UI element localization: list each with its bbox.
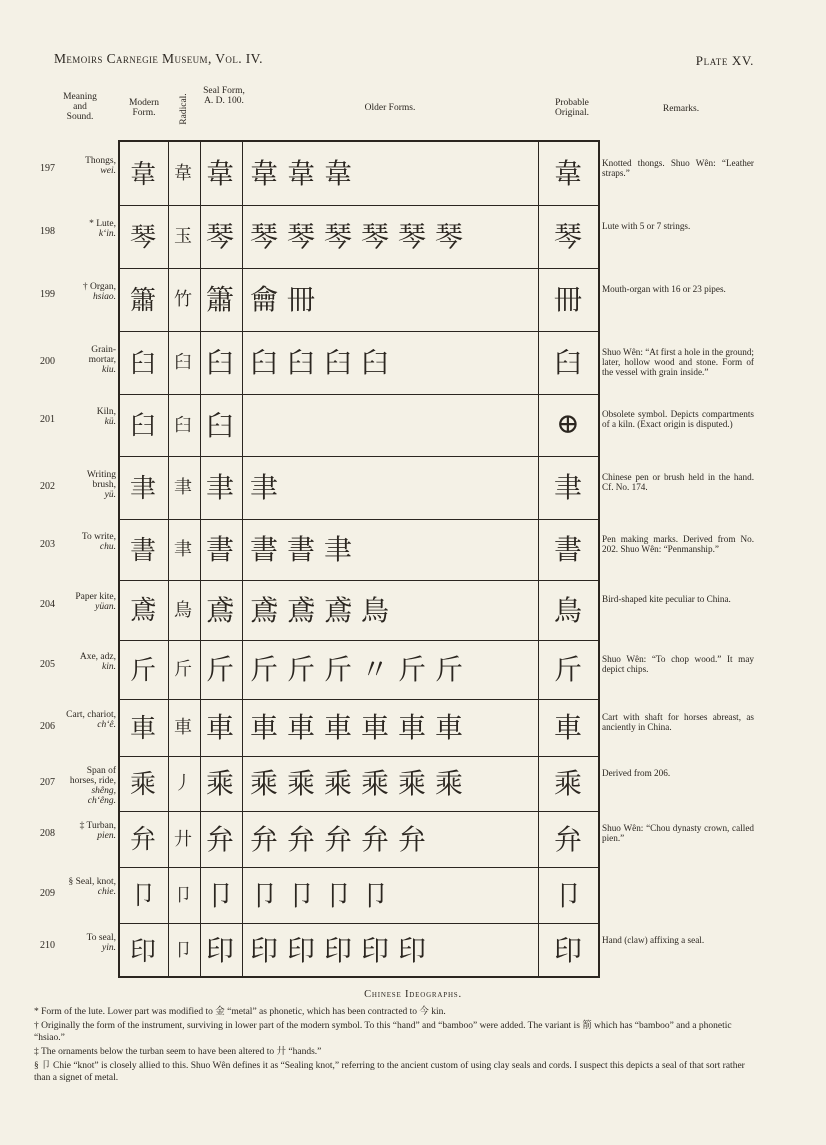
row-sound: kin. [102, 661, 116, 672]
col-seal-header: Seal Form, A. D. 100. [203, 86, 245, 106]
modern-form: 鳶 [129, 596, 156, 625]
row-label [40, 219, 116, 239]
modern-form: 乘 [129, 769, 156, 799]
modern-form: 斤 [129, 655, 156, 685]
seal-form: 車 [205, 713, 234, 744]
probable-original: 鳥 [553, 595, 582, 627]
row-label [40, 766, 116, 806]
row-number: 205 [40, 658, 55, 670]
row-sound: chie. [97, 887, 116, 897]
older-forms: 弁弁弁弁弁 [250, 824, 436, 856]
row-label [40, 345, 116, 375]
older-forms: 斤斤斤〃斤斤 [250, 655, 473, 686]
modern-form: 車 [129, 713, 156, 743]
probable-original: 臼 [553, 348, 582, 379]
seal-form: 斤 [205, 655, 234, 686]
row-number: 198 [40, 225, 55, 237]
row-sound: hsiao. [93, 291, 116, 302]
row-number: 201 [40, 414, 55, 425]
radical-form: 鳥 [174, 599, 192, 620]
plate-caption: Chinese Ideographs. [364, 989, 462, 1000]
older-forms: 乘乘乘乘乘乘 [250, 769, 473, 800]
older-forms: 聿 [250, 473, 288, 504]
footnote-turban: ‡ The ornaments below the turban seem to have been altered to 廾 “hands.” [34, 1047, 322, 1057]
row-remarks: Mouth-organ with 16 or 23 pipes. [602, 283, 726, 294]
col-modern-header: Modern Form. [128, 98, 160, 118]
row-number: 209 [40, 888, 55, 899]
row-number: 206 [40, 720, 55, 732]
seal-form: 臼 [205, 348, 234, 379]
probable-original: 弁 [553, 824, 582, 856]
row-number: 202 [40, 480, 55, 492]
footnote-seal: § 卩 Chie “knot” is closely allied to this. Shuo Wên defines it as “Sealing knot,” referring to the ancient custom of using clay seals and cords. I suspect this depicts a seal of that sort rather than a signet of metal. [34, 1061, 745, 1083]
row-number: 203 [40, 538, 55, 550]
row-label [40, 156, 116, 176]
row-number: 200 [40, 355, 55, 367]
seal-form: 琴 [205, 222, 234, 253]
radical-form: 竹 [174, 289, 192, 309]
row-remarks: Pen making marks. Derived from No. 202. Shuo Wên: “Penmanship.” [602, 533, 754, 554]
row-meaning: * Lute, [89, 218, 116, 229]
row-number: 204 [40, 599, 55, 610]
modern-form: 臼 [129, 411, 156, 440]
radical-form: 臼 [174, 352, 192, 372]
row-sound: yüan. [95, 602, 116, 612]
row-sound: yin. [102, 942, 116, 953]
older-forms: 龠冊 [250, 285, 325, 316]
row-meaning: § Seal, knot, [68, 877, 116, 887]
older-forms: 韋韋韋 [250, 159, 362, 190]
probable-original: 印 [553, 936, 582, 967]
row-remarks: Knotted thongs. Shuo Wên: “Leather straps.” [602, 157, 754, 178]
radical-form: 臼 [174, 414, 192, 435]
row-label [40, 933, 116, 953]
seal-form: 印 [205, 936, 234, 967]
probable-original: 韋 [553, 159, 582, 190]
older-forms: 書書聿 [250, 535, 362, 566]
probable-original: 書 [553, 535, 582, 566]
row-remarks: Shuo Wên: “Chou dynasty crown, called pien.” [602, 823, 754, 843]
probable-original: 琴 [553, 222, 582, 253]
older-forms [242, 394, 544, 453]
radical-form: 斤 [174, 659, 192, 679]
row-number: 207 [40, 776, 55, 788]
radical-form: 聿 [174, 477, 192, 497]
modern-form: 卩 [129, 881, 156, 910]
seal-form: 簫 [205, 285, 234, 316]
row-meaning: Axe, adz, [79, 651, 116, 662]
row-label [40, 821, 116, 841]
row-label [40, 282, 116, 302]
seal-form: 聿 [205, 473, 234, 504]
row-remarks: Shuo Wên: “To chop wood.” It may depict chips. [602, 653, 754, 674]
older-forms: 車車車車車車 [250, 713, 473, 744]
header-title: Memoirs Carnegie Museum, Vol. IV. [54, 51, 263, 66]
row-sound: yü. [104, 489, 116, 500]
row-label [40, 470, 116, 500]
row-remarks: Cart with shaft for horses abreast, as anciently in China. [602, 711, 754, 732]
col-radical-header: Radical. [179, 93, 189, 125]
row-label [40, 652, 116, 672]
older-forms: 卩卩卩卩 [250, 880, 399, 912]
older-forms: 琴琴琴琴琴琴 [250, 222, 473, 253]
seal-form: 臼 [205, 410, 234, 442]
modern-form: 印 [129, 936, 156, 966]
row-remarks: Bird-shaped kite peculiar to China. [602, 594, 731, 604]
modern-form: 聿 [129, 473, 156, 503]
row-remarks: Lute with 5 or 7 strings. [602, 220, 691, 231]
row-meaning: Kiln, [96, 407, 116, 417]
probable-original: 斤 [553, 655, 582, 686]
row-meaning: Cart, chariot, [66, 709, 116, 720]
row-meaning: Paper kite, [75, 592, 116, 602]
older-forms: 臼臼臼臼 [250, 348, 399, 379]
radical-form: 車 [174, 717, 192, 737]
col-original-header: Probable Original. [554, 98, 590, 118]
col-older-header: Older Forms. [364, 103, 416, 113]
col-meaning-header: Meaning and Sound. [63, 92, 97, 122]
row-sound: ch‘ê. [97, 719, 116, 730]
row-sound: kü. [104, 417, 116, 427]
radical-form: 玉 [174, 226, 192, 246]
row-remarks: Obsolete symbol. Depicts compartments of a kiln. (Exact origin is disputed.) [602, 409, 754, 429]
seal-form: 乘 [205, 769, 234, 800]
modern-form: 書 [129, 535, 156, 565]
row-meaning: To seal, [86, 932, 116, 943]
probable-original: 冊 [553, 285, 582, 316]
row-label [40, 407, 116, 427]
older-forms: 印印印印印 [250, 936, 436, 967]
row-remarks: Derived from 206. [602, 767, 671, 778]
row-number: 199 [40, 288, 55, 300]
footnote-organ: † Originally the form of the instrument, surviving in lower part of the modern symbol. To this “hand” and “bamboo” were added. The variant is 箾 which has “bamboo” and a phonetic “hsiao.” [34, 1021, 732, 1043]
probable-original: 車 [553, 713, 582, 744]
seal-form: 書 [205, 535, 234, 566]
row-label [40, 877, 116, 897]
row-number: 197 [40, 162, 55, 174]
probable-original: 乘 [553, 769, 582, 800]
row-number: 210 [40, 939, 55, 951]
radical-form: 廾 [174, 828, 192, 849]
row-meaning: Writing brush, [86, 469, 116, 490]
plate-number: Plate XV. [695, 53, 754, 68]
radical-form: 聿 [174, 539, 192, 559]
seal-form: 韋 [205, 159, 234, 190]
seal-form: 卩 [205, 880, 234, 912]
modern-form: 簫 [129, 285, 156, 315]
row-sound: k‘in. [98, 228, 116, 239]
row-sound: wei. [100, 165, 116, 176]
modern-form: 韋 [129, 159, 156, 189]
probable-original: ⊕ [556, 408, 580, 440]
col-remarks-header: Remarks. [662, 104, 700, 114]
row-label [40, 532, 116, 552]
row-meaning: Grain-mortar, [88, 344, 116, 365]
modern-form: 琴 [129, 222, 156, 252]
modern-form: 弁 [129, 825, 156, 854]
seal-form: 弁 [205, 824, 234, 856]
seal-form: 鳶 [205, 595, 234, 627]
row-remarks: Chinese pen or brush held in the hand. Cf. No. 174. [602, 471, 754, 492]
radical-form: 丿 [174, 773, 192, 793]
row-meaning: To write, [81, 531, 116, 542]
row-meaning: Thongs, [85, 155, 116, 166]
footnote-lute: * Form of the lute. Lower part was modified to 金 “metal” as phonetic, which has been contracted to 今 kin. [34, 1007, 446, 1017]
probable-original: 聿 [553, 473, 582, 504]
radical-form: 卩 [174, 940, 192, 960]
modern-form: 臼 [129, 348, 156, 378]
row-sound: shêng, ch‘êng. [87, 785, 116, 806]
row-sound: chu. [99, 541, 116, 552]
row-label [40, 710, 116, 730]
row-meaning: † Organ, [82, 281, 116, 292]
row-label [40, 592, 116, 612]
row-sound: kiu. [102, 364, 116, 375]
row-meaning: ‡ Turban, [79, 821, 116, 831]
row-meaning: Span of horses, ride, [69, 765, 116, 786]
older-forms: 鳶鳶鳶鳥 [250, 595, 399, 627]
row-sound: pien. [97, 831, 116, 841]
row-remarks: Hand (claw) affixing a seal. [602, 934, 705, 945]
radical-form: 卩 [174, 884, 192, 905]
row-number: 208 [40, 828, 55, 839]
probable-original: 卩 [553, 880, 582, 912]
radical-form: 韋 [174, 163, 192, 183]
row-remarks: Shuo Wên: “At first a hole in the ground; later, hollow wood and stone. Form of the vessel with grain inside.” [602, 346, 754, 377]
